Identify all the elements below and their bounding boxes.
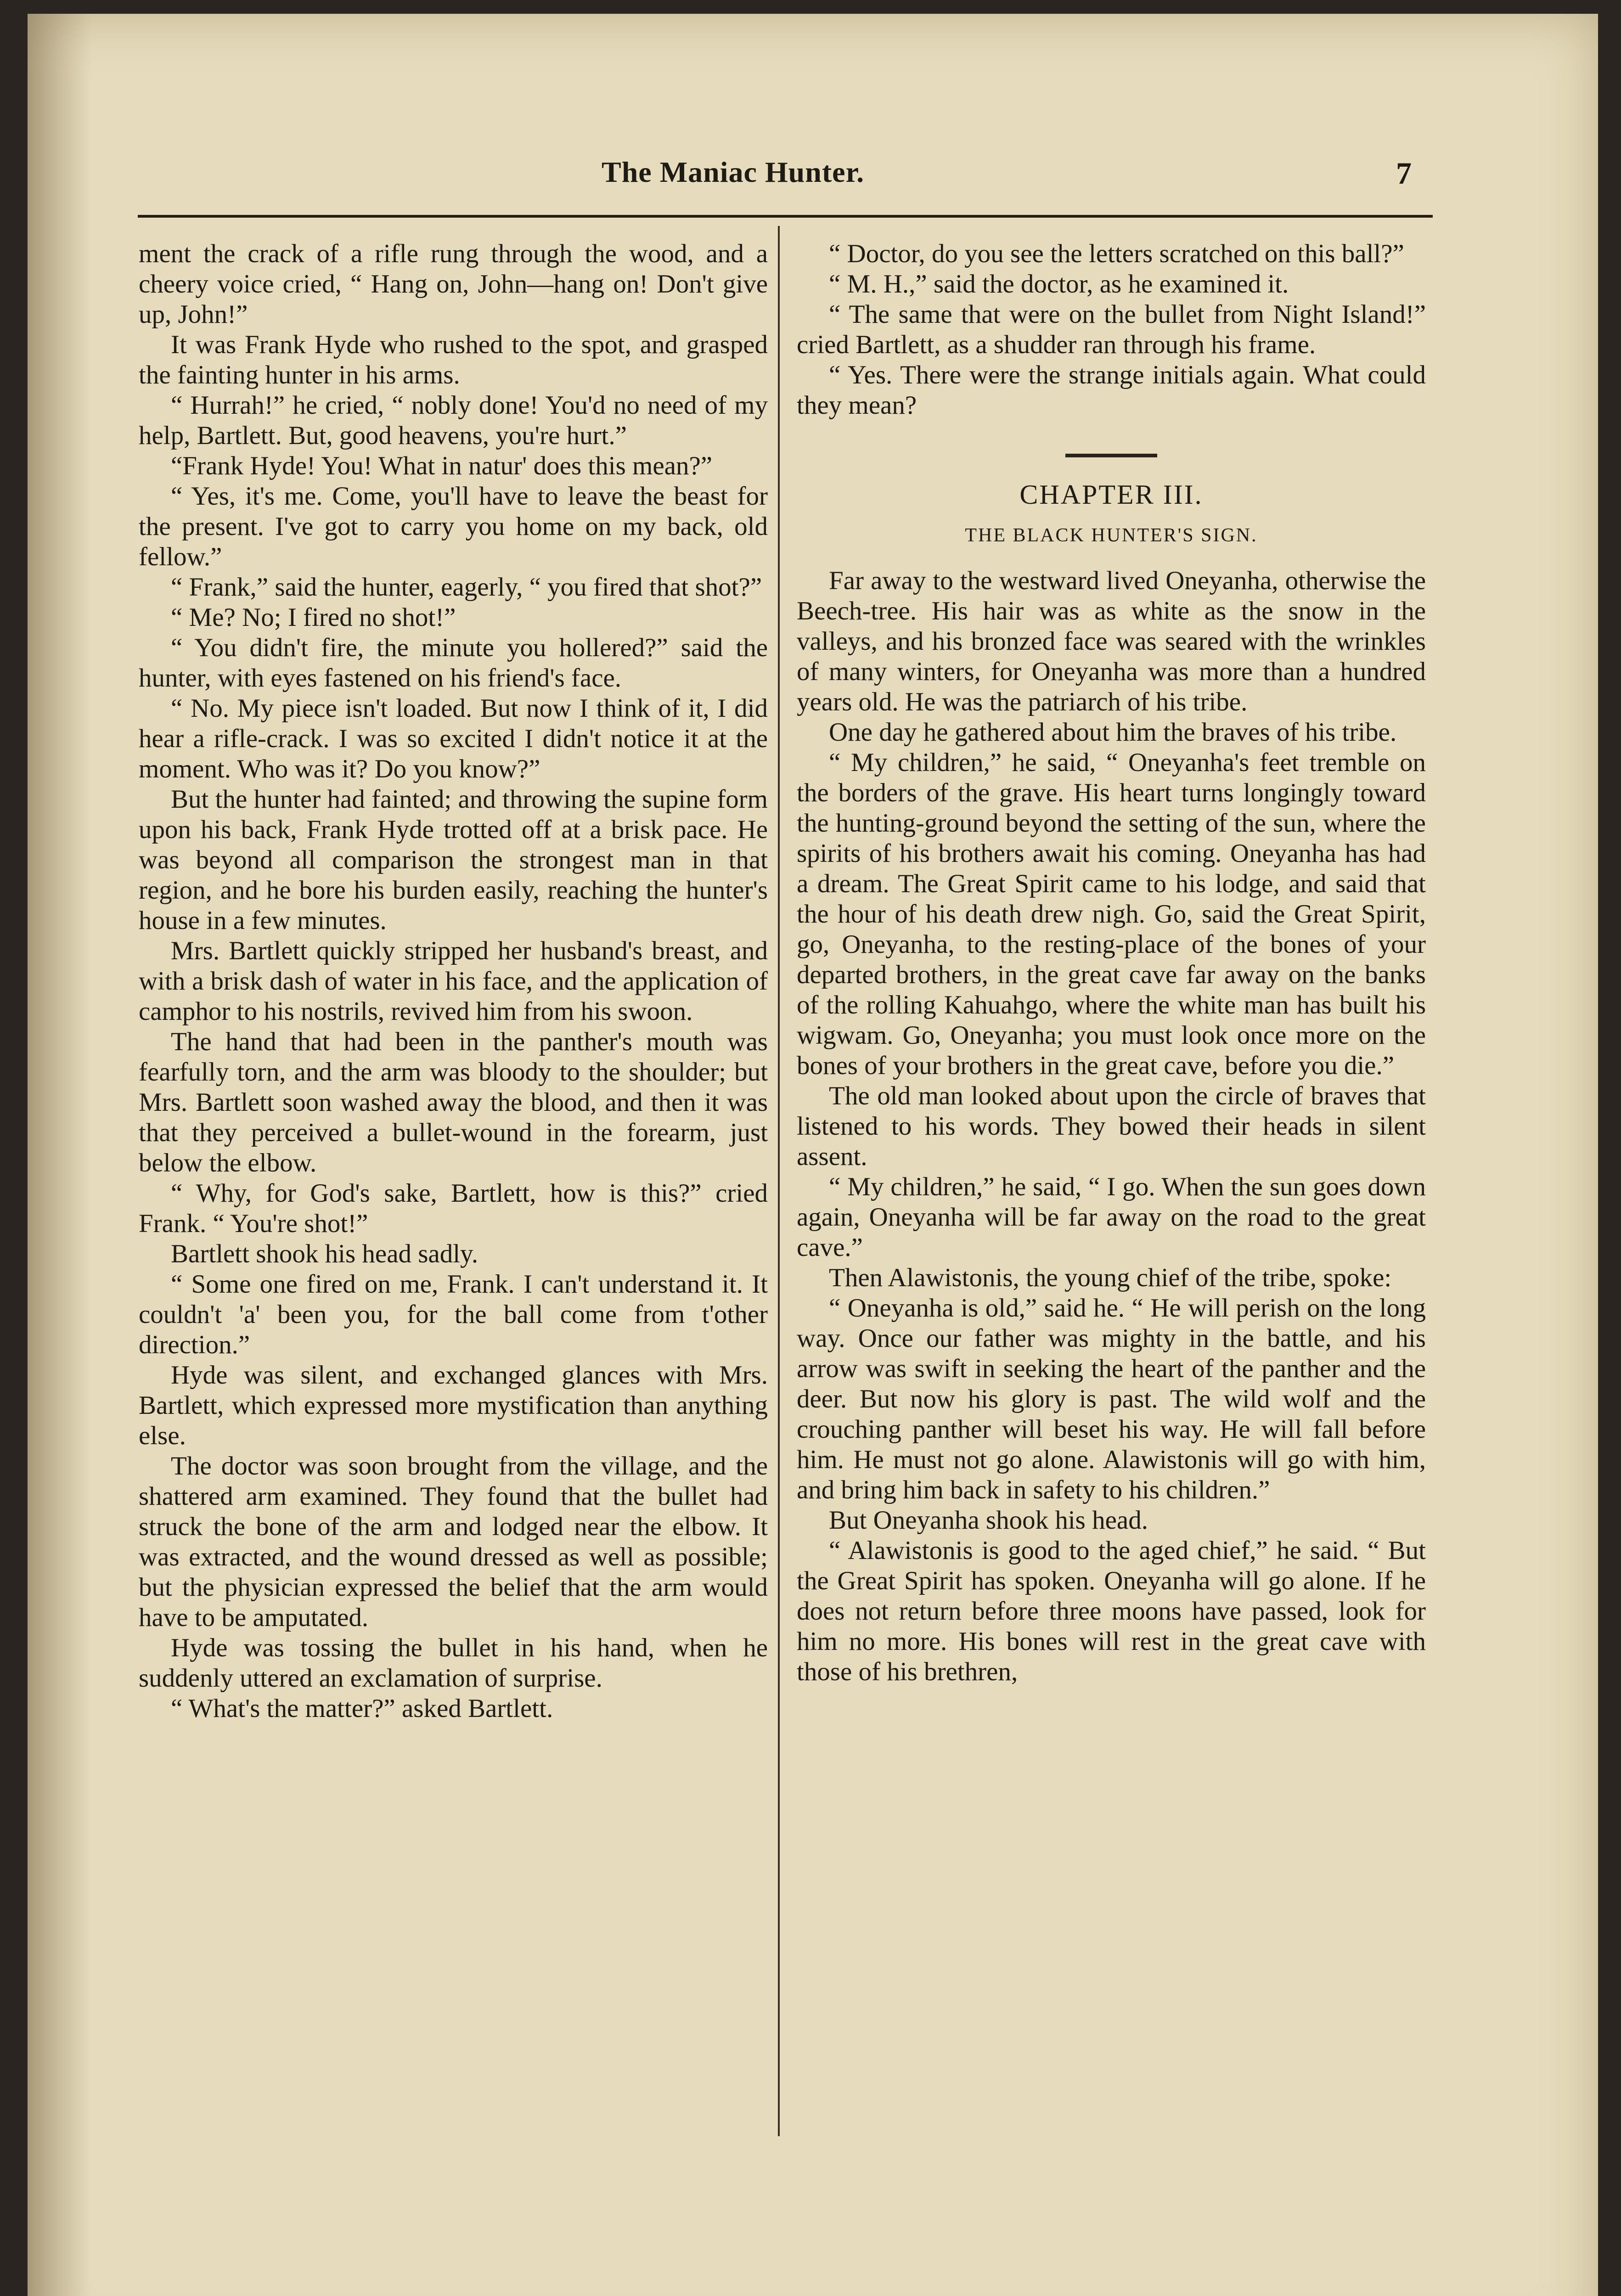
page-number: 7	[1396, 156, 1412, 191]
header-rule	[138, 215, 1433, 218]
column-divider	[778, 226, 780, 2136]
chapter-heading: CHAPTER III.	[1019, 479, 1203, 510]
paragraph: “ Oneyanha is old,” said he. “ He will perish on the long way. Once our father was mighty in the battle, and his arrow was swift in seeking the heart of the panther and the deer. But now his glory is past. The wild wolf and the crouching panther will beset his way. He will fall before him. He must not go alone. Alawistonis will go with him, and bring him back in safety to his children.”	[797, 1294, 1426, 1504]
paragraph: “ Doctor, do you see the letters scratched on this ball?”	[829, 239, 1404, 268]
paragraph: But the hunter had fainted; and throwing the supine form upon his back, Frank Hyde trotted off at a brisk pace. He was beyond all comparison the strongest man in that region, and he bore his burden easily, reaching the hunter's house in a few minutes.	[139, 785, 768, 935]
paragraph: One day he gathered about him the braves of his tribe.	[829, 718, 1397, 747]
paragraph: “ Me? No; I fired no shot!”	[171, 603, 456, 632]
paragraph: “Frank Hyde! You! What in natur' does this mean?”	[171, 451, 713, 480]
paragraph: ment the crack of a rifle rung through the wood, and a cheery voice cried, “ Hang on, John—hang on! Don't give up, John!”	[139, 239, 768, 329]
paragraph: Far away to the westward lived Oneyanha, otherwise the Beech-tree. His hair was as white as the snow in the valleys, and his bronzed face was seared with the wrinkles of many winters, for Oneyanha was more than a hundred years old. He was the patriarch of his tribe.	[797, 566, 1426, 716]
paragraph: “ Yes. There were the strange initials again. What could they mean?	[797, 360, 1426, 420]
paragraph: Hyde was silent, and exchanged glances with Mrs. Bartlett, which expressed more mystification than anything else.	[139, 1361, 768, 1450]
paragraph: “ Yes, it's me. Come, you'll have to leave the beast for the present. I've got to carry you home on my back, old fellow.”	[139, 482, 768, 571]
paragraph: The doctor was soon brought from the village, and the shattered arm examined. They found that the bullet had struck the bone of the arm and lodged near the elbow. It was extracted, and the wound dressed as well as possible; but the physician expressed the belief that the arm would have to be amputated.	[139, 1452, 768, 1632]
running-title: The Maniac Hunter.	[602, 156, 865, 188]
paragraph: Then Alawistonis, the young chief of the tribe, spoke:	[829, 1263, 1392, 1292]
paragraph: Hyde was tossing the bullet in his hand, when he suddenly uttered an exclamation of surprise.	[139, 1633, 768, 1693]
page-spine-shadow	[28, 14, 92, 2296]
paragraph: Mrs. Bartlett quickly stripped her husband's breast, and with a brisk dash of water in his face, and the application of camphor to his nostrils, revived him from his swoon.	[139, 936, 768, 1026]
paragraph: “ My children,” he said, “ Oneyanha's feet tremble on the borders of the grave. His heart turns longingly toward the hunting-ground beyond the setting of the sun, where the spirits of his brothers await his coming. Oneyanha has had a dream. The Great Spirit came to his lodge, and said that the hour of his death drew nigh. Go, said the Great Spirit, go, Oneyanha, to the resting-place of the bones of your departed brothers, in the great cave far away on the banks of the rolling Kahuahgo, where the white man has built his wigwam. Go, Oneyanha; you must look once more on the bones of your brothers in the great cave, before you die.”	[797, 748, 1426, 1080]
paragraph: The hand that had been in the panther's mouth was fearfully torn, and the arm was bloody to the shoulder; but Mrs. Bartlett soon washed away the blood, and then it was that they perceived a bullet-wound in the forearm, just below the elbow.	[139, 1027, 768, 1177]
chapter-subheading: THE BLACK HUNTER'S SIGN.	[965, 525, 1258, 546]
paragraph: “ What's the matter?” asked Bartlett.	[171, 1694, 553, 1723]
paragraph: Bartlett shook his head sadly.	[171, 1239, 478, 1268]
paragraph: “ Hurrah!” he cried, “ nobly done! You'd no need of my help, Bartlett. But, good heavens, you're hurt.”	[139, 391, 768, 450]
paragraph: “ You didn't fire, the minute you hollered?” said the hunter, with eyes fastened on his friend's face.	[139, 633, 768, 692]
paragraph: “ My children,” he said, “ I go. When the sun goes down again, Oneyanha will be far away on the road to the great cave.”	[797, 1172, 1426, 1262]
paragraph: The old man looked about upon the circle of braves that listened to his words. They bowed their heads in silent assent.	[797, 1081, 1426, 1171]
paragraph: “ Some one fired on me, Frank. I can't understand it. It couldn't 'a' been you, for the ball come from t'other direction.”	[139, 1270, 768, 1359]
paragraph: “ No. My piece isn't loaded. But now I think of it, I did hear a rifle-crack. I was so excited I didn't notice it at the moment. Who was it? Do you know?”	[139, 694, 768, 783]
paragraph: “ The same that were on the bullet from Night Island!” cried Bartlett, as a shudder ran through his frame.	[797, 300, 1426, 359]
chapter-rule	[1065, 454, 1157, 457]
paragraph: It was Frank Hyde who rushed to the spot, and grasped the fainting hunter in his arms.	[139, 330, 768, 389]
paragraph: “ M. H.,” said the doctor, as he examined it.	[829, 270, 1289, 298]
right-column	[797, 239, 1426, 1687]
paragraph: “ Why, for God's sake, Bartlett, how is this?” cried Frank. “ You're shot!”	[139, 1179, 768, 1238]
left-column	[139, 239, 768, 1724]
paragraph: “ Frank,” said the hunter, eagerly, “ you fired that shot?”	[171, 573, 762, 602]
paragraph: “ Alawistonis is good to the aged chief,” he said. “ But the Great Spirit has spoken. Oneyanha will go alone. If he does not return before three moons have passed, look for him no more. His bones will rest in the great cave with those of his brethren,	[797, 1536, 1426, 1686]
paragraph: But Oneyanha shook his head.	[829, 1506, 1148, 1535]
